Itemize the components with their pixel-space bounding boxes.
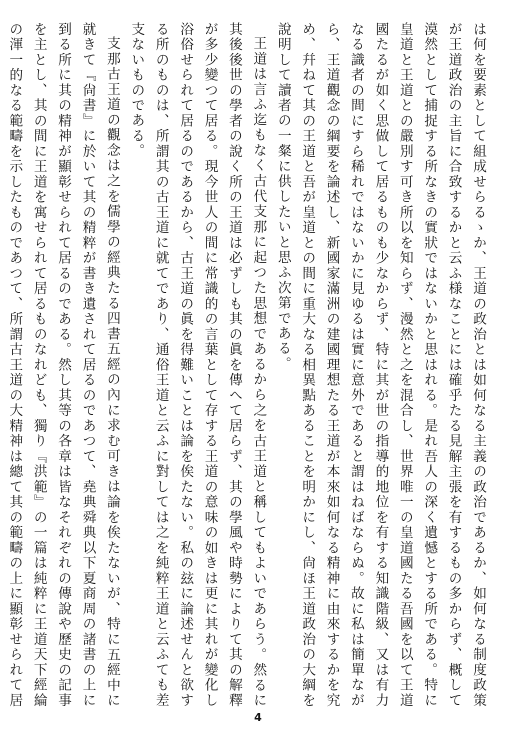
body-text [6,22,490,708]
paragraph-3: 支那古王道の觀念は之を儒學の經典たる四書五經の內に求む可きは論を俟たないが、特に五經中に就きて『尙書』に於いて其の精粹が書き遺されて居るのであつて、堯典舜典以下夏商周の諸書の上に到る所に其の精神が顯彰せられて居るのである。然し其等の各章は皆なそれぞれの傳說や歷史の記事を主とし、其の間に王道を寓せられて居るものなれども、獨り『洪範』の一篇は純粹に王道天下經綸の渾一的なる範疇を示したものであつて、所謂古王道の大精神は總て其の範疇の上に顯彰せられて居 [6,22,120,708]
page-number: 4 [254,711,262,724]
paragraph-2: 王道は言ふ迄もなく古代支那に起つた思想であるから之を古王道と稱してもよいであらう。然るに其後後世の學者の說く所の王道は必ずしも其の眞を傳へて居らず、其の學風や時勢によりて其の解釋が多少變つて居る。現今世人の間に常識的の言葉として存する王道の意味の如きは更に其れが變化し浴俗せられて居るのであるから、古王道の眞を得難いことは論を俟たない。私の玆に論述せんと欲する所のものは、所謂其の古王道に就てであり、通俗王道と云ふに對しては之を純粹王道と云ふても差支ないものである。 [128,22,267,708]
paragraph-1: は何を要素として組成せらるゝか、王道の政治とは如何なる主義の政治であるか、如何なる制度政策が王道政治の主旨に合致するかと云ふ様なことには確乎たる見解主張を有するもの多からず、概して漠然として捕捉する所なきの實狀ではないかと思はれる。是れ吾人の深く遺憾とする所である。特に皇道と王道との嚴別す可き所以を知らず、漫然と之を混合し、世界唯一の皇道國たる吾國を以て王道國たるが如く思做して居るものも少なからず、特に其が世の指導的地位を有する知識階級、又は有力なる識者の間にすら稀れではないかに見ゆるは實に意外であると謂はねばならぬ。故に私は簡單ながら、王道觀念の綱要を論述し、新國家滿洲の建國理想たる王道が本來如何なる精神に由來するかを究め、幷ねて其の王道と吾が皇道との間に重大なる相異點あることを明かにし、尙ほ王道政治の大綱を說明して讀者の一粲に供したいと思ふ次第である。 [274,22,486,708]
